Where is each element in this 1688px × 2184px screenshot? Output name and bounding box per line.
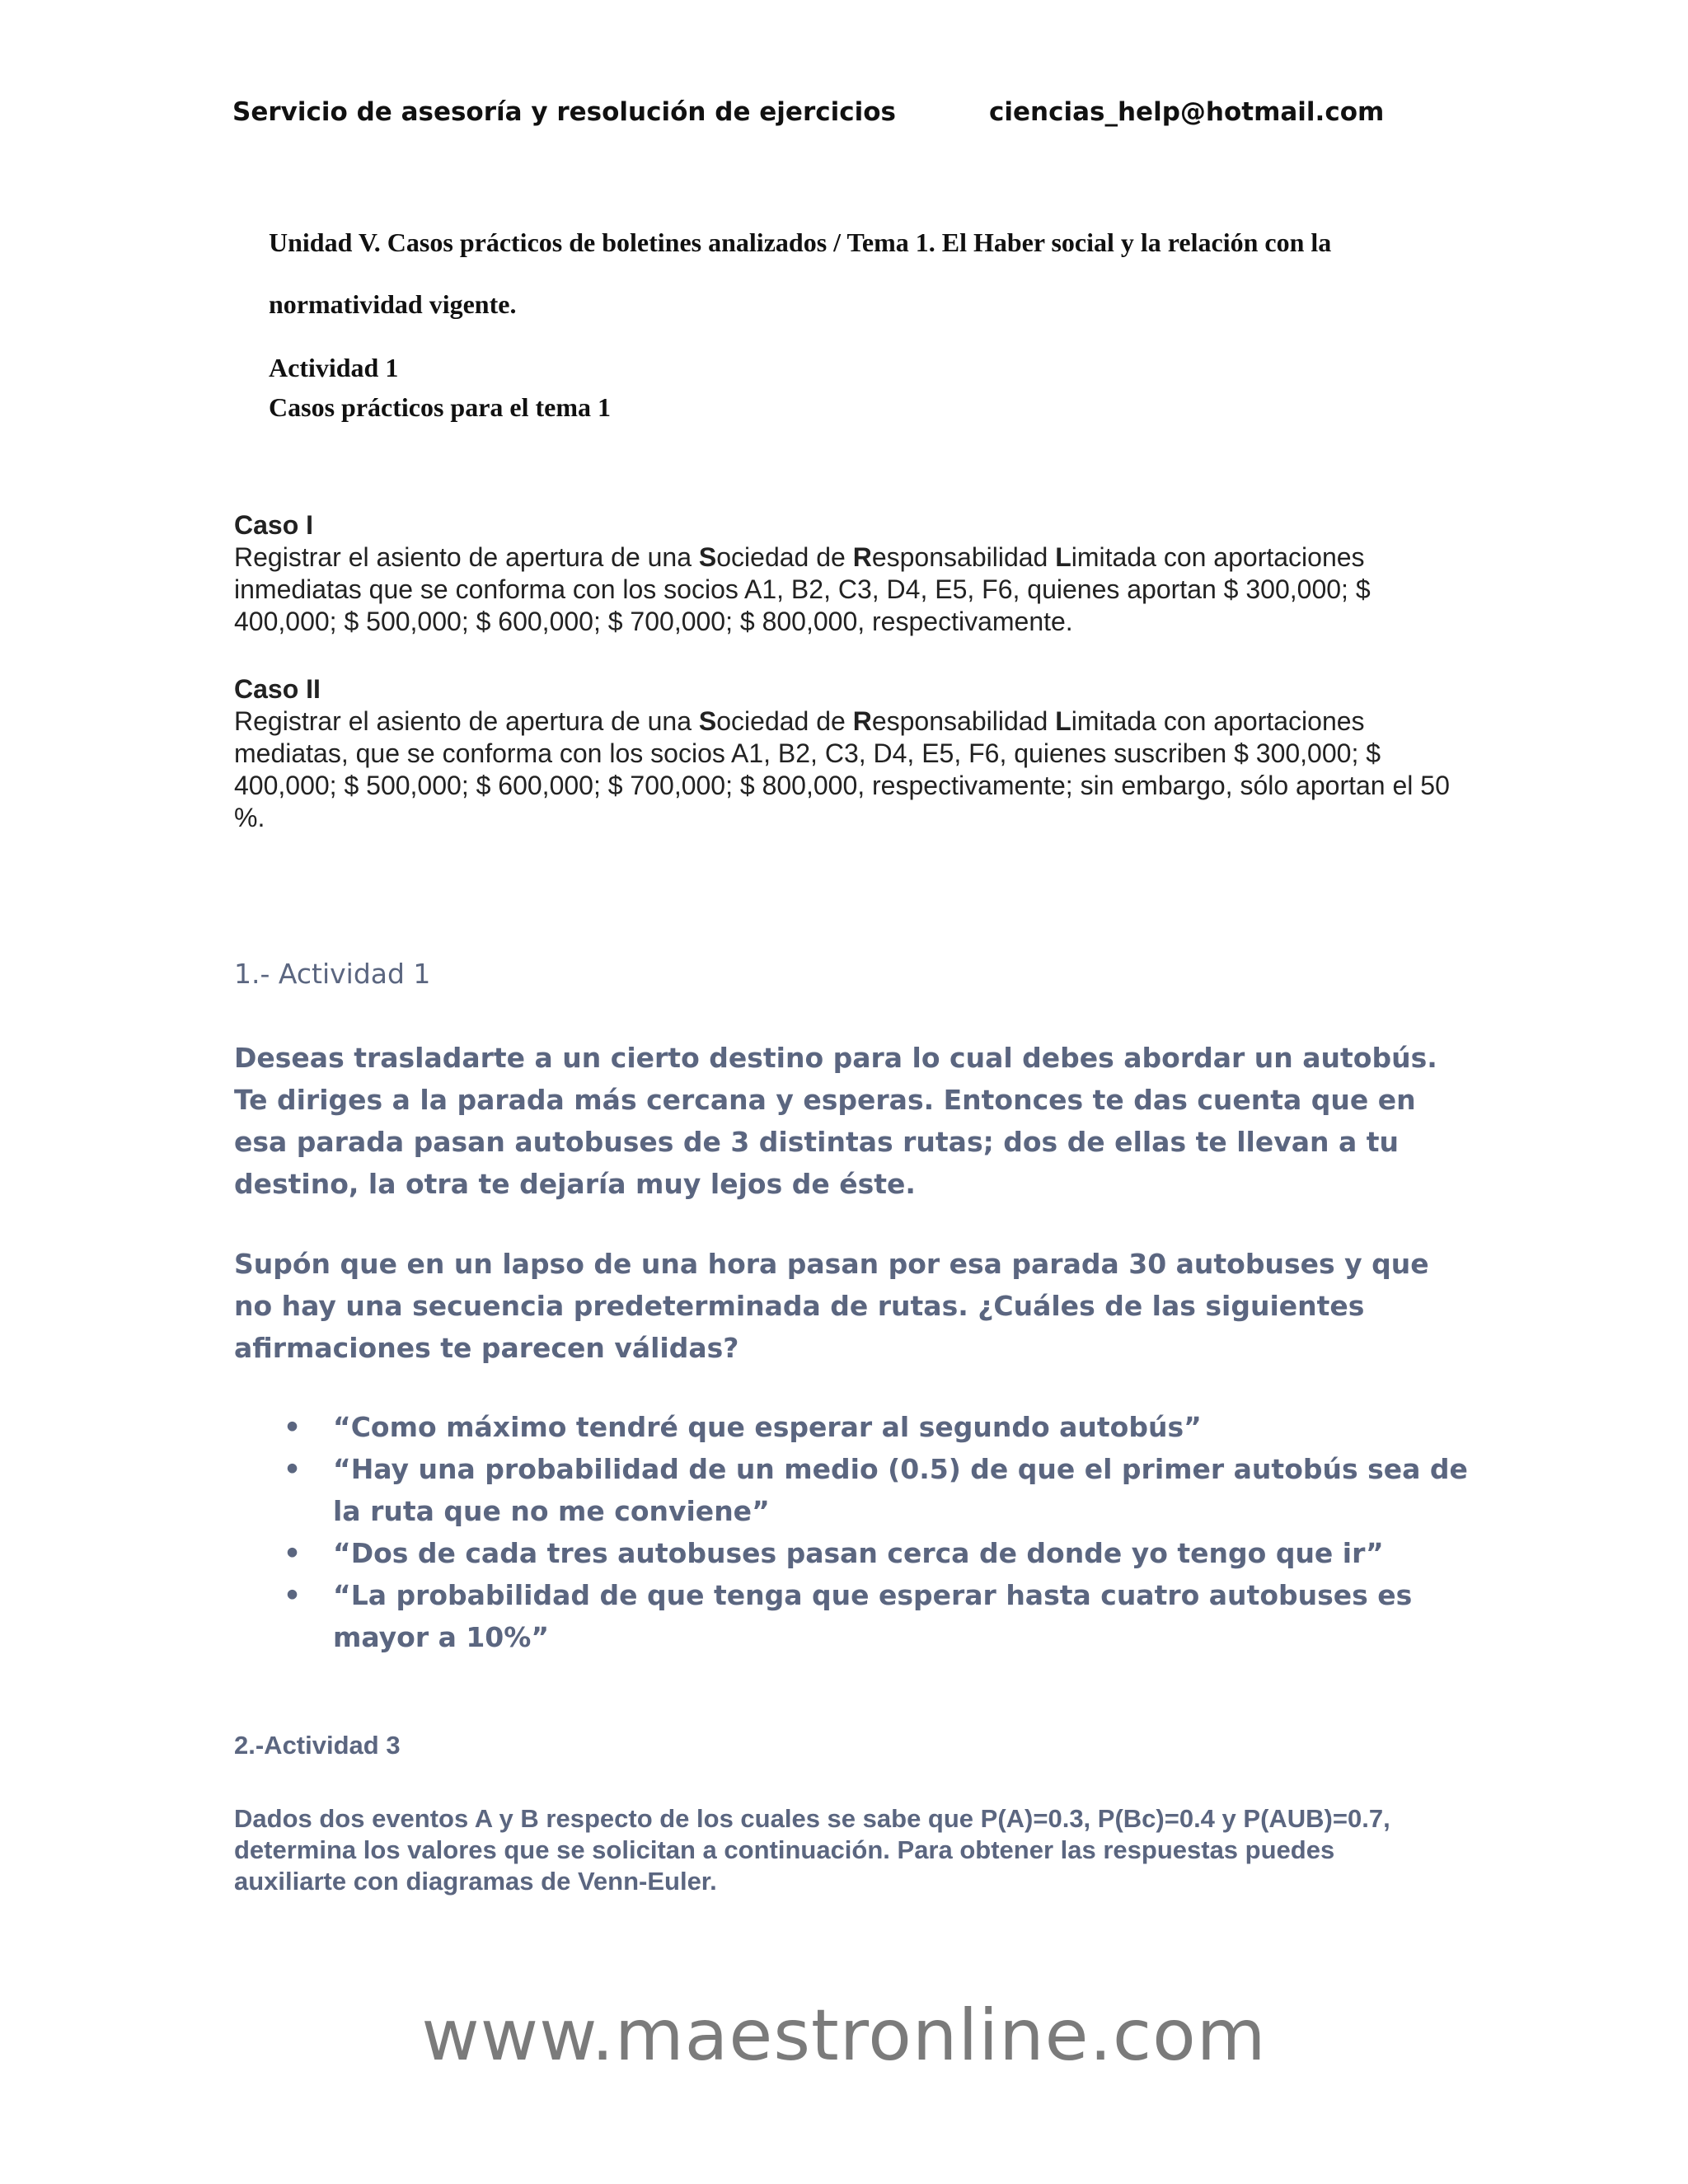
list-item <box>234 1406 1470 1448</box>
caso-1-l: L <box>1055 542 1071 572</box>
caso-1-s: S <box>698 542 717 572</box>
caso-1-text-b: ociedad de <box>716 542 853 572</box>
caso-2-text-a: Registrar el asiento de apertura de una <box>234 706 699 736</box>
list-item <box>234 1532 1470 1574</box>
page-header <box>232 97 1469 138</box>
cases-label: Casos prácticos para el tema 1 <box>269 392 612 422</box>
list-item <box>234 1448 1470 1532</box>
header-email: ciencias_help@hotmail.com <box>989 97 1385 127</box>
header-service-title: Servicio de asesoría y resolución de ejercicios <box>232 97 896 127</box>
statements-list <box>234 1406 1470 1658</box>
activity-1-heading: 1.- Actividad 1 <box>234 958 431 990</box>
activity-3-paragraph: Dados dos eventos A y B respecto de los cuales se sabe que P(A)=0.3, P(Bc)=0.4 y P(AUB)=0.7, determina los valores que se solicitan a continuación. Para obtener las respuestas puedes auxiliarte con diagramas de Venn-Euler. <box>234 1804 1390 1896</box>
caso-1-text-d: imitada con aportaciones inmediatas que se conforma con los socios A1, B2, C3, D4, E5, F6, quienes aportan $ 300,000; $ 400,000; $ 500,000; $ 600,000; $ 700,000; $ 800,000, respectivamente. <box>234 542 1371 636</box>
caso-2-text-d: imitada con aportaciones mediatas, que se conforma con los socios A1, B2, C3, D4, E5, F6, quienes suscriben $ 300,000; $ 400,000; $ 500,000; $ 600,000; $ 700,000; $ 800,000, respectivamente; sin embargo, sólo aportan el 50 %. <box>234 706 1450 832</box>
bullet-icon: • <box>284 1579 302 1611</box>
bullet-icon: • <box>284 1537 302 1569</box>
unit-title-line1: Unidad V. Casos prácticos de boletines analizados / Tema 1. El Haber social y la relación con la <box>269 227 1332 257</box>
caso-2-text-b: ociedad de <box>716 706 853 736</box>
list-item-text: “Como máximo tendré que esperar al segundo autobús” <box>333 1411 1202 1443</box>
caso-2 <box>234 673 1454 834</box>
caso-2-text-c: esponsabilidad <box>871 706 1056 736</box>
caso-1-r: R <box>852 542 872 572</box>
bullet-icon: • <box>284 1453 302 1485</box>
caso-2-l: L <box>1055 706 1071 736</box>
list-item <box>234 1574 1470 1658</box>
caso-1 <box>234 509 1454 638</box>
unit-title-line2: normatividad vigente. <box>269 289 517 319</box>
list-item-text: “Hay una probabilidad de un medio (0.5) de que el primer autobús sea de la ruta que no me conviene” <box>333 1453 1468 1527</box>
activity-label: Actividad 1 <box>269 353 399 382</box>
footer-website: www.maestronline.com <box>421 1994 1267 2077</box>
activity-3-heading: 2.-Actividad 3 <box>234 1731 401 1760</box>
activity-1-paragraph-1: Deseas trasladarte a un cierto destino para lo cual debes abordar un autobús. Te diriges a la parada más cercana y esperas. Entonces te das cuenta que en esa parada pasan autobuses de 3 distintas rutas; dos de ellas te llevan a tu destino, la otra te dejaría muy lejos de éste. <box>234 1042 1437 1200</box>
caso-1-title: Caso I <box>234 510 314 540</box>
list-item-text: “Dos de cada tres autobuses pasan cerca de donde yo tengo que ir” <box>333 1537 1384 1569</box>
caso-2-r: R <box>852 706 872 736</box>
caso-2-title: Caso II <box>234 674 321 704</box>
caso-1-text-a: Registrar el asiento de apertura de una <box>234 542 699 572</box>
caso-1-text-c: esponsabilidad <box>871 542 1056 572</box>
list-item-text: “La probabilidad de que tenga que esperar hasta cuatro autobuses es mayor a 10%” <box>333 1579 1413 1653</box>
bullet-icon: • <box>284 1411 302 1443</box>
activity-1-paragraph-2: Supón que en un lapso de una hora pasan por esa parada 30 autobuses y que no hay una secuencia predeterminada de rutas. ¿Cuáles de las siguientes afirmaciones te parecen válidas? <box>234 1248 1429 1364</box>
caso-2-s: S <box>698 706 717 736</box>
